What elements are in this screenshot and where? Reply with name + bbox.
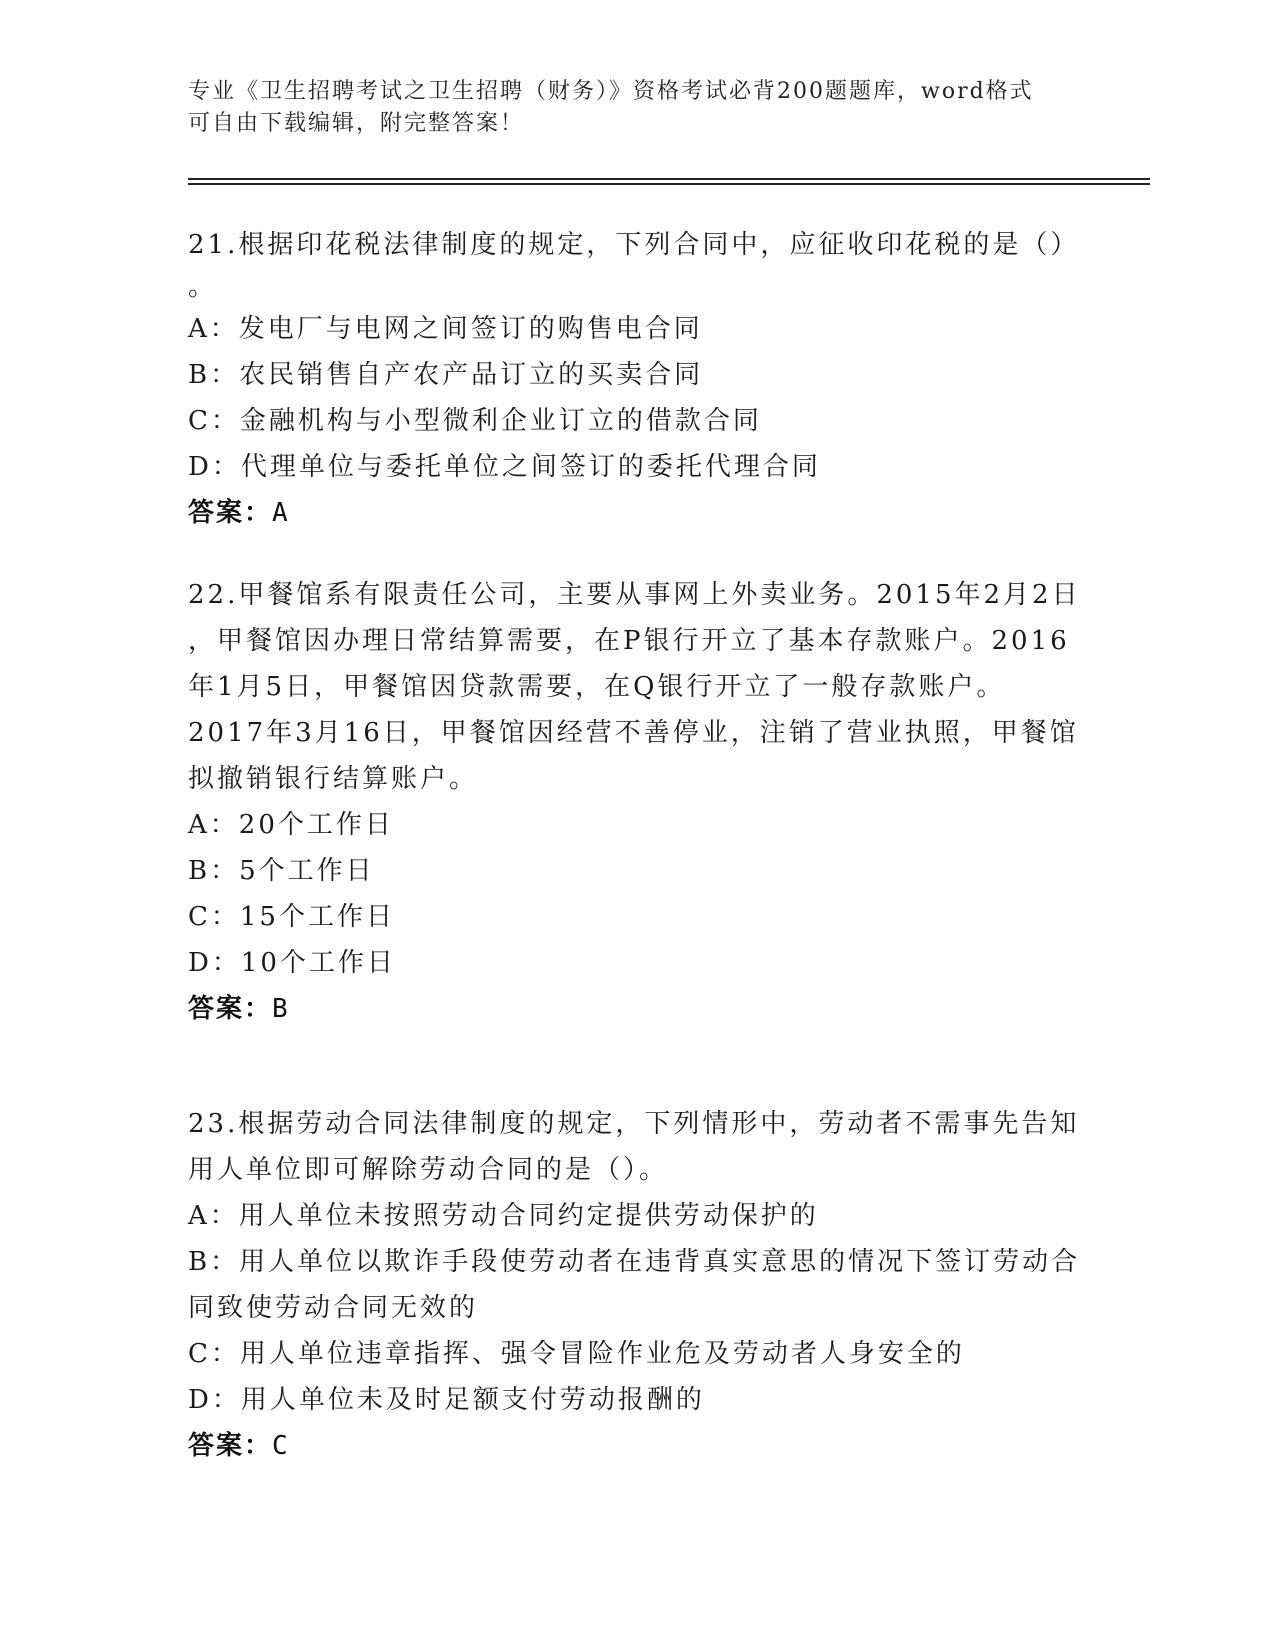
question-stem: 。 [188,272,218,302]
option-b: B：用人单位以欺诈手段使劳动者在违背真实意思的情况下签订劳动合 [188,1247,1081,1277]
option-b: B：农民销售自产农产品订立的买卖合同 [188,360,704,390]
answer-value: B [272,994,290,1024]
document-header [188,76,1088,140]
option-d: D：代理单位与委托单位之间签订的委托代理合同 [188,452,821,482]
question-22 [188,572,1088,1032]
option-c: C：金融机构与小型微利企业订立的借款合同 [188,406,762,436]
question-stem: 拟撤销银行结算账户。 [188,764,479,794]
option-d: D：10个工作日 [188,948,396,978]
answer-value: A [272,498,290,528]
option-a: A：发电厂与电网之间签订的购售电合同 [188,314,703,344]
question-stem: 用人单位即可解除劳动合同的是（）。 [188,1155,669,1185]
question-stem: 22.甲餐馆系有限责任公司，主要从事网上外卖业务。2015年2月2日 [188,580,1081,610]
answer-label: 答案： [188,498,273,528]
question-stem: 21.根据印花税法律制度的规定，下列合同中，应征收印花税的是（） [188,230,1080,260]
option-b: B：5个工作日 [188,856,375,886]
answer [188,986,1088,1032]
answer-label: 答案： [188,994,273,1024]
question-stem: 2017年3月16日，甲餐馆因经营不善停业，注销了营业执照，甲餐馆 [188,718,1079,748]
header-line: 可自由下载编辑，附完整答案！ [188,111,525,136]
answer [188,490,1088,536]
option-c: C：用人单位违章指挥、强令冒险作业危及劳动者人身安全的 [188,1339,965,1369]
option-d: D：用人单位未及时足额支付劳动报酬的 [188,1385,705,1415]
question-stem: ，甲餐馆因办理日常结算需要，在P银行开立了基本存款账户。2016 [188,626,1070,656]
header-line: 专业《卫生招聘考试之卫生招聘（财务）》资格考试必背200题题库，word格式 [188,79,1034,104]
option-a: A：用人单位未按照劳动合同约定提供劳动保护的 [188,1201,819,1231]
header-divider [188,178,1150,180]
answer [188,1423,1088,1469]
question-stem: 23.根据劳动合同法律制度的规定，下列情形中，劳动者不需事先告知 [188,1109,1080,1139]
question-23 [188,1101,1088,1469]
option-a: A：20个工作日 [188,810,394,840]
answer-label: 答案： [188,1431,273,1461]
question-21 [188,222,1088,536]
option-b-continued: 同致使劳动合同无效的 [188,1293,479,1323]
header-divider [188,183,1150,185]
option-c: C：15个工作日 [188,902,395,932]
answer-value: C [272,1431,290,1461]
question-stem: 年1月5日，甲餐馆因贷款需要，在Q银行开立了一般存款账户。 [188,672,1006,702]
